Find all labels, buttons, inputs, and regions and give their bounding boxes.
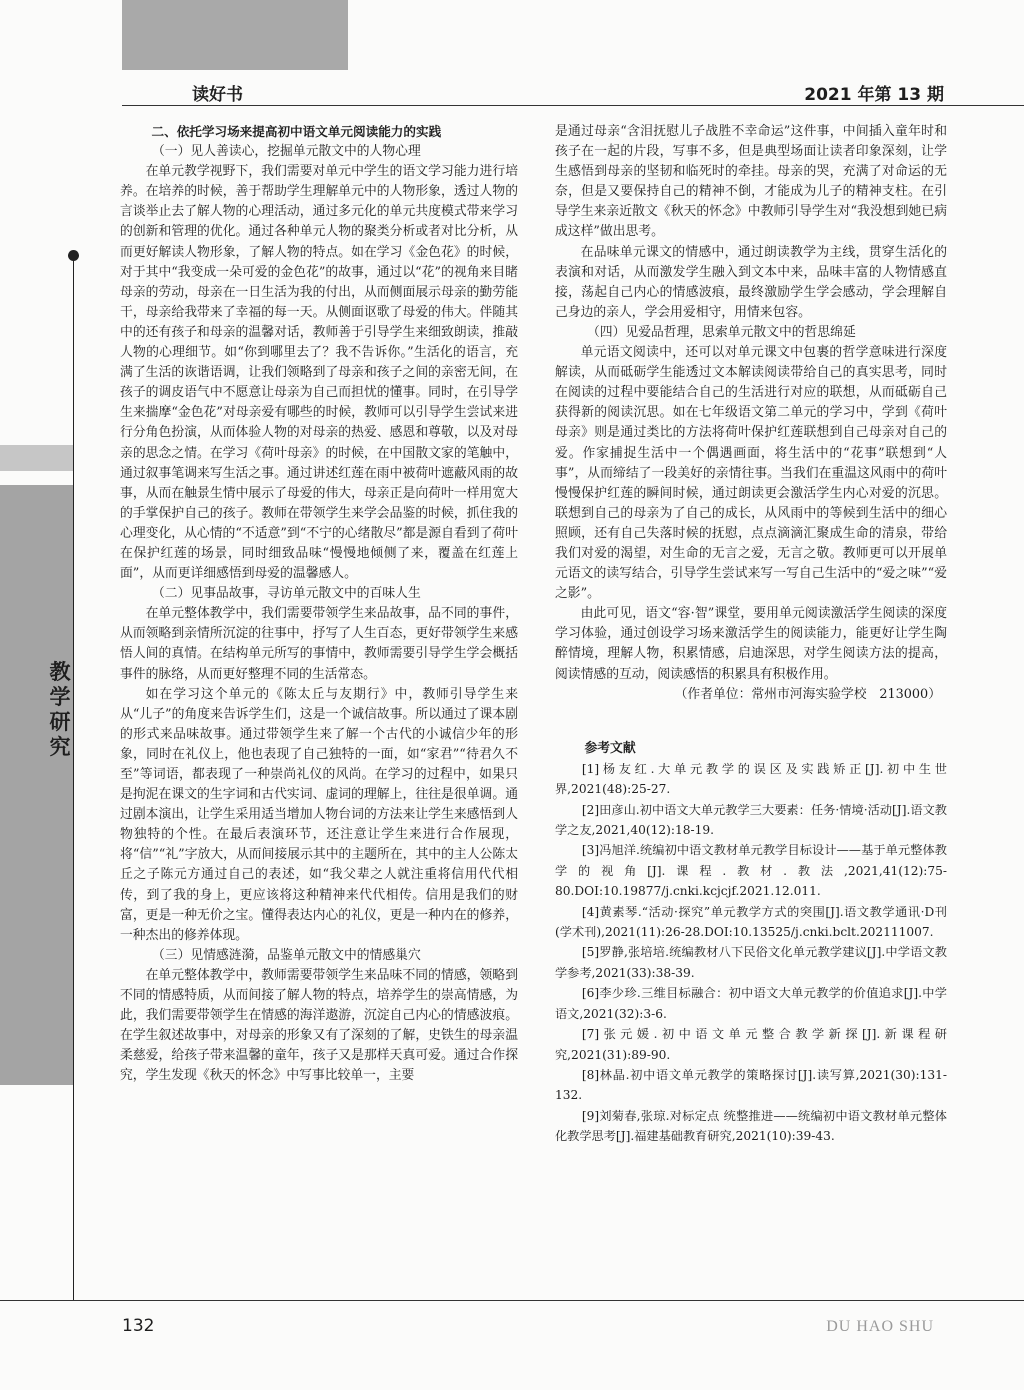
- author-affiliation: （作者单位：常州市河海实验学校 213000）: [674, 686, 941, 702]
- side-band-dark: [0, 485, 73, 1085]
- subsection-heading: （三）见情感涟漪，品鉴单元散文中的情感巢穴: [152, 947, 421, 963]
- footer-rule: [0, 1300, 1024, 1301]
- side-char: 究: [49, 735, 71, 759]
- paragraph: 在品味单元课文的情感中，通过朗读教学为主线，贯穿生活化的表演和对话，从而激发学生融入到文本中来，品味丰富的人物情感直接，荡起自己内心的情感波痕，最终激励学生学会感动，学会理解自己身边的亲人，学会用爱相守，用情来包容。: [555, 244, 947, 320]
- reference-item: [6]李少珍.三维目标融合：初中语文大单元教学的价值追求[J].中学语文,2021(32):3-6.: [555, 986, 947, 1021]
- references-title: 参考文献: [584, 740, 636, 756]
- paragraph: 在单元教学视野下，我们需要对单元中学生的语文学习能力进行培养。在培养的时候，善于帮助学生理解单元中的人物形象，透过人物的言谈举止去了解人物的心理活动，通过多元化的单元共度模式带来学习的创新和管理的优化。通过各种单元人物的聚类分析或者对比分析，从而更好解读人物形象，了解人物的特点。如在学习《金色花》的时候，对于其中“我变成一朵可爱的金色花”的故事，通过以“花”的视角来目睹母亲的劳动，母亲在一日生活为我的付出，从而侧面展示母亲的勤劳能干，母亲给我带来了幸福的每一天。从侧面讴歌了母爱的伟大。伴随其中的还有孩子和母亲的温馨对话，教师善于引导学生来细致朗读，推敲人物的心理细节。如“你到哪里去了？我不告诉你。”生活化的语言，充满了生活的诙谐语调，让我们领略到了母亲和孩子之间的亲密无间，在孩子的调皮语气中不愿意让母亲为自己而担忧的懂事。同时，在引导学生来揣摩“金色花”对母亲爱有哪些的时候，教师可以引导学生尝试来进行分角色扮演，从而体验人物的对母亲的热爱、感恩和尊敬，以及对母亲的思念之情。在学习《荷叶母亲》的时候，在中国散文家的笔触中，通过叙事笔调来写生活之事。通过讲述红莲在雨中被荷叶遮蔽风雨的故事，从而在触景生情中展示了母爱的伟大，母亲正是向荷叶一样用宽大的手掌保护自己的孩子。教师在带领学生来学会品鉴的时候，抓住我的心理变化，从心情的“不适意”到“不宁的心绪散尽”都是源自看到了荷叶在保护红莲的场景，同时细致品味“慢慢地倾侧了来，覆盖在红莲上面”，从而更详细感悟到母爱的温馨感人。: [120, 164, 518, 582]
- section-heading: 二、依托学习场来提高初中语文单元阅读能力的实践: [151, 124, 442, 139]
- paragraph: 由此可见，语文“容·智”课堂，要用单元阅读激活学生阅读的深度学习体验，通过创设学习场来激活学生的阅读能力，能更好让学生陶醉情境，理解人物，积累情感，启迪深思，对学生阅读方法的提高，阅读情感的互动，阅读感悟的积累具有积极作用。: [555, 606, 947, 682]
- paragraph: 在单元整体教学中，我们需要带领学生来品故事，品不同的事件，从而领略到亲情所沉淀的往事中，抒写了人生百态，更好带领学生来感悟人间的真情。在结构单元所写的事情中，教师需要引导学生学会概括事件的脉络，从而更好整理不同的生活常态。: [120, 606, 518, 682]
- reference-item: [4]黄素琴.“活动·探究”单元教学方式的突围[J].语文教学通讯·D刊(学术刊),2021(11):26-28.DOI:10.13525/j.cnki.bclt.202111007.: [555, 904, 947, 940]
- subsection-heading: （四）见爱品哲理，思索单元散文中的哲思绵延: [587, 324, 856, 340]
- reference-item: [1]杨友红.大单元教学的误区及实践矫正[J].初中生世界,2021(48):25-27.: [555, 761, 947, 797]
- side-char: 学: [49, 685, 71, 709]
- side-char: 教: [49, 660, 71, 684]
- paragraph: 如在学习这个单元的《陈太丘与友期行》中，教师引导学生来从“儿子”的角度来告诉学生们，这是一个诚信故事。所以通过了课本剧的形式来品味故事。通过带领学生来了解一个古代的小诚信少年的形象，同时在礼仪上，他也表现了自己独特的一面，如“家君”“待君久不至”等词语，都表现了一种崇尚礼仪的风尚。在学习的过程中，如果只是拘泥在课文的生字词和古代实词、虚词的理解上，往往是很单调。通过剧本演出，让学生采用适当增加人物台词的方法来让学生来感悟到人物独特的个性。在最后表演环节，还注意让学生来进行合作展现，将“信”“礼”字放大，从而间接展示其中的主题所在，其中的主人公陈太丘之子陈元方通过自己的表述，如“我父辈之人就注重将信用代代相传，到了我的身上，更应该将这种精神来代代相传。信用是我们的财富，更是一种无价之宝。懂得表达内心的礼仪，更是一种内在的修养，一种杰出的修养体现。: [120, 686, 518, 943]
- reference-item: [2]田彦山.初中语文大单元教学三大要素：任务·情境·活动[J].语文教学之友,2021,40(12):18-19.: [555, 802, 947, 838]
- section-side-label: [40, 660, 80, 760]
- paragraph: 在单元整体教学中，教师需要带领学生来品味不同的情感，领略到不同的情感特质，从而间接了解人物的特点，培养学生的崇高情感，为此，我们需要带领学生在情感的海洋遨游，沉淀自己内心的情感波痕。在学生叙述故事中，对母亲的形象又有了深刻的了解，史铁生的母亲温柔慈爱，给孩子带来温馨的童年，孩子又是那样天真可爱。通过合作探究，学生发现《秋天的怀念》中写事比较单一，主要: [120, 967, 518, 1084]
- reference-item: [7]张元媛.初中语文单元整合教学新探[J].新课程研究,2021(31):89-90.: [555, 1027, 947, 1062]
- paragraph-continued: 是通过母亲“含泪抚慰儿子战胜不幸命运”这件事，中间插入童年时和孩子在一起的片段，写事不多，但是典型场面让读者印象深刻，让学生感悟到母亲的坚韧和临死时的牵挂。母亲的哭，充满了对命运的无奈，但是又要保持自己的精神不倒，才能成为儿子的精神支柱。在引导学生来亲近散文《秋天的怀念》中教师引导学生对“我没想到她已病成这样”做出思考。: [555, 124, 947, 240]
- reference-item: [9]刘菊春,张琼.对标定点 统整推进——统编初中语文教材单元整体化教学思考[J].福建基础教育研究,2021(10):39-43.: [555, 1108, 947, 1144]
- journal-brand: DU HAO SHU: [826, 1318, 934, 1335]
- issue-label: 2021 年第 13 期: [804, 85, 944, 105]
- side-rule: [73, 255, 74, 1300]
- journal-section-title: 读好书: [192, 85, 243, 105]
- reference-item: [3]冯旭洋.统编初中语文教材单元教学目标设计——基于单元整体教学的视角[J].课程.教材.教法,2021,41(12):75-80.DOI:10.19877/j.cnki.kcjcjf.2021.12.011.: [555, 843, 947, 899]
- page-number: 132: [122, 1316, 155, 1336]
- paragraph: 单元语文阅读中，还可以对单元课文中包裹的哲学意味进行深度解读，从而砥砺学生能透过文本解读阅读带给自己的真实思考，同时在阅读的过程中要能结合自己的生活进行对应的联想，从而砥砺自己获得新的阅读沉思。如在七年级语文第二单元的学习中，学到《荷叶母亲》则是通过类比的方法将荷叶保护红莲联想到自己母亲对自己的爱。作家捕捉生活中一个偶遇画面，将生活中的“花事”联想到“人事”，从而缔结了一段美好的亲情往事。当我们在重温这风雨中的荷叶慢慢保护红莲的瞬间时候，通过朗读更会激活学生内心对爱的沉思。联想到自己的母亲为了自己的成长，从风雨中的等候到生活中的细心照顾，还有自己失落时候的抚慰，点点滴滴汇聚成生命的清泉，带给我们对爱的渴望，对生命的无言之爱，无言之敬。教师更可以开展单元语文的读写结合，引导学生尝试来写一写自己生活中的“爱之味”“爱之影”。: [555, 345, 947, 602]
- right-text-column: [555, 122, 947, 1147]
- reference-item: [8]林晶.初中语文单元教学的策略探讨[J].读写算,2021(30):131-132.: [555, 1067, 947, 1103]
- reference-item: [5]罗静,张培培.统编教材八下民俗文化单元教学建议[J].中学语文教学参考,2021(33):38-39.: [555, 945, 947, 980]
- side-band-light: [0, 445, 73, 471]
- subsection-heading: （二）见事品故事，寻访单元散文中的百味人生: [152, 586, 421, 602]
- side-rule-dot: [68, 250, 79, 261]
- header-rule: [122, 105, 1024, 106]
- header-gray-block: [122, 0, 348, 70]
- left-text-column: [120, 122, 518, 1087]
- side-char: 研: [49, 710, 71, 734]
- subsection-heading: （一）见人善读心，挖掘单元散文中的人物心理: [152, 144, 421, 160]
